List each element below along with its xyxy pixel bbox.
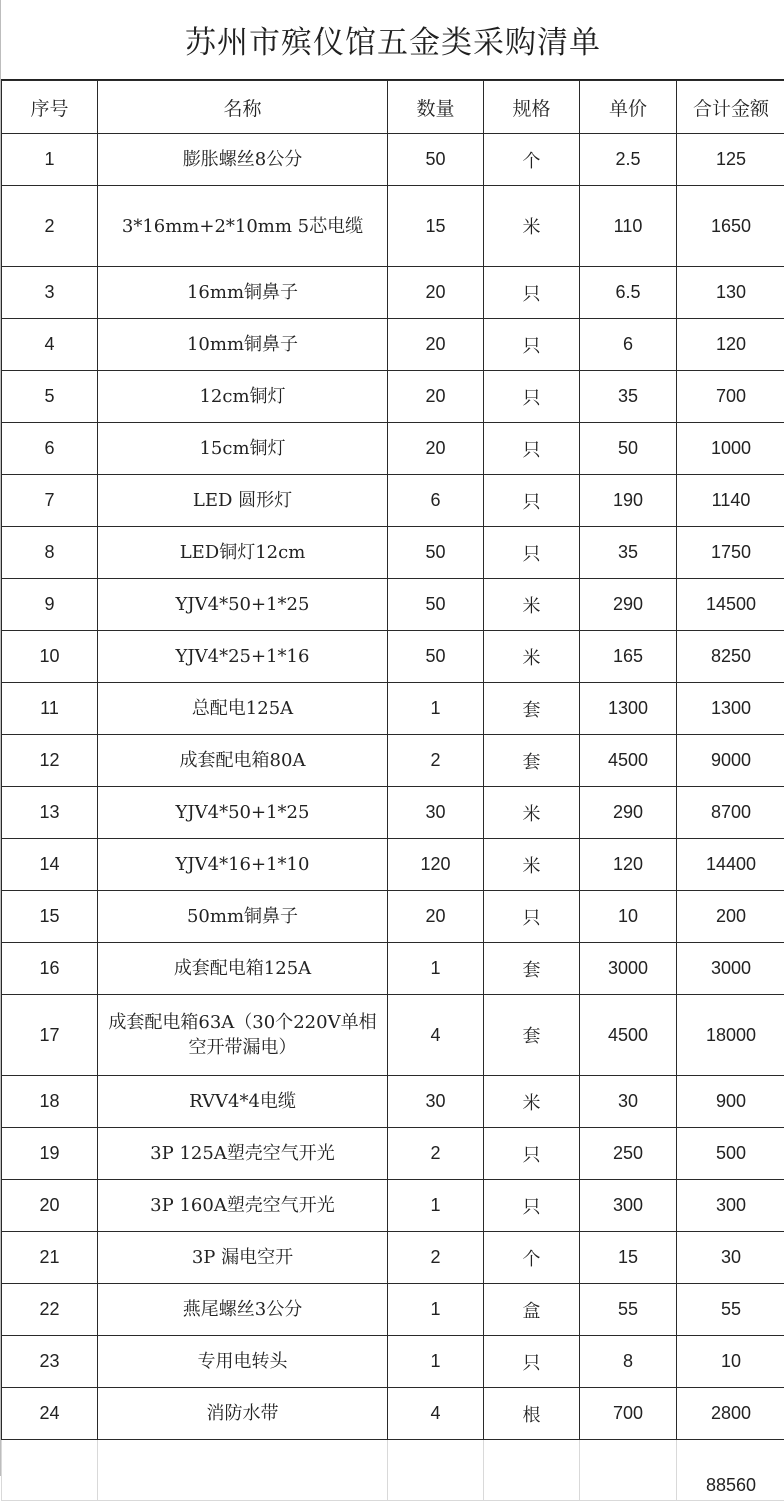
total-cell: 18000 [677, 995, 784, 1076]
unit-cell: 米 [484, 787, 580, 839]
price-cell: 4500 [580, 735, 677, 787]
price-cell: 15 [580, 1232, 677, 1284]
price-cell: 35 [580, 371, 677, 423]
price-cell: 2.5 [580, 134, 677, 186]
name-cell: YJV4*50+1*25 [98, 579, 388, 631]
price-cell: 6 [580, 319, 677, 371]
unit-cell: 只 [484, 1336, 580, 1388]
total-cell: 14400 [677, 839, 784, 891]
price-cell: 10 [580, 891, 677, 943]
unit-cell: 根 [484, 1388, 580, 1440]
qty-cell: 30 [388, 787, 484, 839]
name-cell: 燕尾螺丝3公分 [98, 1284, 388, 1336]
total-cell: 1140 [677, 475, 784, 527]
unit-cell: 只 [484, 891, 580, 943]
table-row [2, 631, 784, 683]
total-cell: 1300 [677, 683, 784, 735]
seq-cell: 18 [2, 1076, 98, 1128]
header-price: 单价 [580, 81, 677, 134]
qty-cell: 1 [388, 1284, 484, 1336]
table-row [2, 1388, 784, 1440]
unit-cell: 只 [484, 1180, 580, 1232]
price-cell: 290 [580, 579, 677, 631]
total-cell: 700 [677, 371, 784, 423]
seq-cell: 20 [2, 1180, 98, 1232]
price-cell: 190 [580, 475, 677, 527]
unit-cell: 米 [484, 839, 580, 891]
table-row [2, 1076, 784, 1128]
qty-cell: 6 [388, 475, 484, 527]
table-row [2, 1232, 784, 1284]
seq-cell: 10 [2, 631, 98, 683]
qty-cell: 1 [388, 1336, 484, 1388]
qty-cell: 120 [388, 839, 484, 891]
total-cell: 130 [677, 267, 784, 319]
seq-cell: 3 [2, 267, 98, 319]
purchase-table [1, 80, 784, 1501]
table-row [2, 839, 784, 891]
total-cell: 1650 [677, 186, 784, 267]
name-cell: 10mm铜鼻子 [98, 319, 388, 371]
header-unit: 规格 [484, 81, 580, 134]
qty-cell: 20 [388, 423, 484, 475]
qty-cell: 4 [388, 995, 484, 1076]
qty-cell: 4 [388, 1388, 484, 1440]
qty-cell: 50 [388, 527, 484, 579]
name-cell: 3P 漏电空开 [98, 1232, 388, 1284]
price-cell: 250 [580, 1128, 677, 1180]
total-cell: 300 [677, 1180, 784, 1232]
price-cell: 120 [580, 839, 677, 891]
qty-cell: 50 [388, 631, 484, 683]
table-row [2, 787, 784, 839]
table-row [2, 267, 784, 319]
table-row [2, 527, 784, 579]
table-row [2, 683, 784, 735]
name-cell: 50mm铜鼻子 [98, 891, 388, 943]
table-body [2, 134, 784, 1501]
name-cell: 3*16mm+2*10mm 5芯电缆 [98, 186, 388, 267]
total-cell: 1750 [677, 527, 784, 579]
qty-cell: 2 [388, 1128, 484, 1180]
unit-cell: 套 [484, 683, 580, 735]
price-cell: 30 [580, 1076, 677, 1128]
qty-cell: 15 [388, 186, 484, 267]
seq-cell: 5 [2, 371, 98, 423]
qty-cell: 50 [388, 579, 484, 631]
qty-cell: 20 [388, 371, 484, 423]
unit-cell: 套 [484, 995, 580, 1076]
unit-cell: 只 [484, 1128, 580, 1180]
name-cell: RVV4*4电缆 [98, 1076, 388, 1128]
header-name: 名称 [98, 81, 388, 134]
table-row [2, 423, 784, 475]
unit-cell: 米 [484, 631, 580, 683]
grand-total-qty-cell [388, 1440, 484, 1501]
total-cell: 14500 [677, 579, 784, 631]
qty-cell: 2 [388, 1232, 484, 1284]
total-cell: 55 [677, 1284, 784, 1336]
qty-cell: 20 [388, 267, 484, 319]
price-cell: 700 [580, 1388, 677, 1440]
total-cell: 900 [677, 1076, 784, 1128]
table-row [2, 319, 784, 371]
qty-cell: 1 [388, 1180, 484, 1232]
unit-cell: 只 [484, 475, 580, 527]
header-seq: 序号 [2, 81, 98, 134]
table-row [2, 1180, 784, 1232]
total-cell: 10 [677, 1336, 784, 1388]
price-cell: 3000 [580, 943, 677, 995]
qty-cell: 30 [388, 1076, 484, 1128]
table-row [2, 1284, 784, 1336]
table-row [2, 943, 784, 995]
table-row [2, 186, 784, 267]
grand-total-row [2, 1440, 784, 1501]
name-cell: 成套配电箱80A [98, 735, 388, 787]
unit-cell: 个 [484, 1232, 580, 1284]
unit-cell: 只 [484, 423, 580, 475]
seq-cell: 15 [2, 891, 98, 943]
table-row [2, 891, 784, 943]
price-cell: 1300 [580, 683, 677, 735]
price-cell: 165 [580, 631, 677, 683]
grand-total-name-cell [98, 1440, 388, 1501]
unit-cell: 只 [484, 267, 580, 319]
name-cell: 膨胀螺丝8公分 [98, 134, 388, 186]
total-cell: 8250 [677, 631, 784, 683]
name-cell: YJV4*25+1*16 [98, 631, 388, 683]
price-cell: 290 [580, 787, 677, 839]
price-cell: 55 [580, 1284, 677, 1336]
table-row [2, 371, 784, 423]
total-cell: 8700 [677, 787, 784, 839]
qty-cell: 1 [388, 683, 484, 735]
qty-cell: 20 [388, 319, 484, 371]
name-cell: 专用电转头 [98, 1336, 388, 1388]
unit-cell: 米 [484, 579, 580, 631]
total-cell: 1000 [677, 423, 784, 475]
price-cell: 35 [580, 527, 677, 579]
name-cell: 16mm铜鼻子 [98, 267, 388, 319]
price-cell: 50 [580, 423, 677, 475]
unit-cell: 只 [484, 371, 580, 423]
seq-cell: 7 [2, 475, 98, 527]
price-cell: 6.5 [580, 267, 677, 319]
seq-cell: 13 [2, 787, 98, 839]
name-cell: LED 圆形灯 [98, 475, 388, 527]
grand-total-price-cell [580, 1440, 677, 1501]
unit-cell: 米 [484, 1076, 580, 1128]
table-row [2, 1128, 784, 1180]
seq-cell: 14 [2, 839, 98, 891]
total-cell: 200 [677, 891, 784, 943]
qty-cell: 1 [388, 943, 484, 995]
table-row [2, 735, 784, 787]
seq-cell: 4 [2, 319, 98, 371]
seq-cell: 22 [2, 1284, 98, 1336]
name-cell: YJV4*16+1*10 [98, 839, 388, 891]
unit-cell: 套 [484, 943, 580, 995]
grand-total-value: 88560 [677, 1440, 784, 1501]
unit-cell: 米 [484, 186, 580, 267]
qty-cell: 20 [388, 891, 484, 943]
total-cell: 500 [677, 1128, 784, 1180]
total-cell: 125 [677, 134, 784, 186]
qty-cell: 2 [388, 735, 484, 787]
name-cell: YJV4*50+1*25 [98, 787, 388, 839]
price-cell: 8 [580, 1336, 677, 1388]
name-cell: 15cm铜灯 [98, 423, 388, 475]
grand-total-unit-cell [484, 1440, 580, 1501]
seq-cell: 17 [2, 995, 98, 1076]
seq-cell: 16 [2, 943, 98, 995]
price-cell: 300 [580, 1180, 677, 1232]
table-row [2, 134, 784, 186]
total-cell: 3000 [677, 943, 784, 995]
name-cell: 3P 125A塑壳空气开光 [98, 1128, 388, 1180]
total-cell: 120 [677, 319, 784, 371]
seq-cell: 12 [2, 735, 98, 787]
seq-cell: 8 [2, 527, 98, 579]
seq-cell: 1 [2, 134, 98, 186]
total-cell: 30 [677, 1232, 784, 1284]
name-cell: 12cm铜灯 [98, 371, 388, 423]
table-row [2, 579, 784, 631]
header-qty: 数量 [388, 81, 484, 134]
page-title: 苏州市殡仪馆五金类采购清单 [1, 0, 784, 80]
header-row [2, 81, 784, 134]
unit-cell: 套 [484, 735, 580, 787]
unit-cell: 盒 [484, 1284, 580, 1336]
name-cell: 成套配电箱63A（30个220V单相空开带漏电） [98, 995, 388, 1076]
name-cell: 消防水带 [98, 1388, 388, 1440]
grand-total-seq-cell [2, 1440, 98, 1501]
total-cell: 9000 [677, 735, 784, 787]
seq-cell: 24 [2, 1388, 98, 1440]
total-cell: 2800 [677, 1388, 784, 1440]
table-row [2, 995, 784, 1076]
name-cell: 总配电125A [98, 683, 388, 735]
table-row [2, 475, 784, 527]
unit-cell: 个 [484, 134, 580, 186]
seq-cell: 21 [2, 1232, 98, 1284]
seq-cell: 19 [2, 1128, 98, 1180]
qty-cell: 50 [388, 134, 484, 186]
unit-cell: 只 [484, 527, 580, 579]
unit-cell: 只 [484, 319, 580, 371]
seq-cell: 9 [2, 579, 98, 631]
seq-cell: 6 [2, 423, 98, 475]
seq-cell: 2 [2, 186, 98, 267]
name-cell: 3P 160A塑壳空气开光 [98, 1180, 388, 1232]
name-cell: 成套配电箱125A [98, 943, 388, 995]
table-row [2, 1336, 784, 1388]
name-cell: LED铜灯12cm [98, 527, 388, 579]
price-cell: 4500 [580, 995, 677, 1076]
header-total: 合计金额 [677, 81, 784, 134]
seq-cell: 23 [2, 1336, 98, 1388]
seq-cell: 11 [2, 683, 98, 735]
price-cell: 110 [580, 186, 677, 267]
